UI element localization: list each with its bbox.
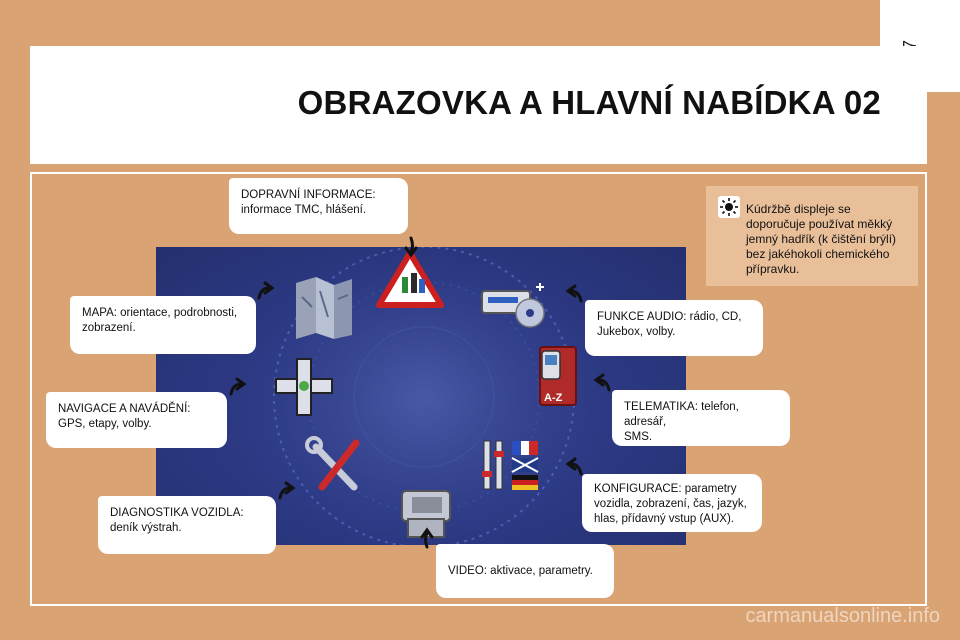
watermark: carmanualsonline.info [745,605,940,627]
callout-audio [585,300,763,356]
callout-map [70,296,256,354]
callout-telematics-line1: TELEMATIKA: telefon, adresář, [624,401,739,428]
callout-video [436,544,614,598]
title-bar [30,46,927,164]
arrow-left-icon [563,283,585,305]
arrow-down-icon [400,236,422,258]
phone-address-book-icon[interactable] [540,347,576,405]
callout-configuration-line2: vozidla, zobrazení, čas, jazyk, [594,498,747,510]
tip-line3: jemný hadřík (k čištění brýlí) [746,232,897,246]
callout-telematics [612,390,790,446]
callout-configuration [582,474,762,532]
sun-icon [718,196,740,218]
callout-navigation-line1: NAVIGACE A NAVÁDĚNÍ: [58,403,191,415]
callout-configuration-line1: KONFIGURACE: parametry [594,483,737,495]
callout-audio-line2: Jukebox, volby. [597,326,676,338]
arrow-left-icon-3 [563,456,585,478]
callout-diagnostics-line1: DIAGNOSTIKA VOZIDLA: [110,507,244,519]
telematics-az-label: A-Z [544,392,563,404]
callout-traffic [229,178,408,234]
tip-box [706,186,918,286]
arrow-left-icon-2 [591,372,613,394]
callout-map-line2: zobrazení. [82,322,136,334]
callout-map-line1: MAPA: orientace, podrobnosti, [82,307,238,319]
callout-navigation-line2: GPS, etapy, volby. [58,418,152,430]
page-title: OBRAZOVKA A HLAVNÍ NABÍDKA 02 [297,84,881,121]
callout-traffic-line2: informace TMC, hlášení. [241,204,367,216]
callout-diagnostics [98,496,276,554]
callout-telematics-line2: SMS. [624,431,653,443]
callout-diagnostics-line2: deník výstrah. [110,522,182,534]
callout-traffic-line1: DOPRAVNÍ INFORMACE: [241,189,376,201]
tip-line5: přípravku. [746,262,800,276]
arrow-right-icon-2 [227,376,249,398]
callout-audio-line1: FUNKCE AUDIO: rádio, CD, [597,311,742,323]
arrow-right-icon-3 [276,480,298,502]
callout-configuration-line3: hlas, přídavný vstup (AUX). [594,513,734,525]
callout-navigation [46,392,227,448]
callout-video-line1: VIDEO: aktivace, parametry. [448,565,593,577]
map-icon[interactable] [296,277,352,339]
arrow-up-icon [416,527,438,549]
tip-text [746,202,918,277]
arrow-right-icon [255,280,277,302]
tip-line1: Kúdržbě displeje se [746,202,851,216]
tip-line4: bez jakéhokoli chemického [746,247,890,261]
tip-line2: doporučuje používat měkký [746,217,893,231]
